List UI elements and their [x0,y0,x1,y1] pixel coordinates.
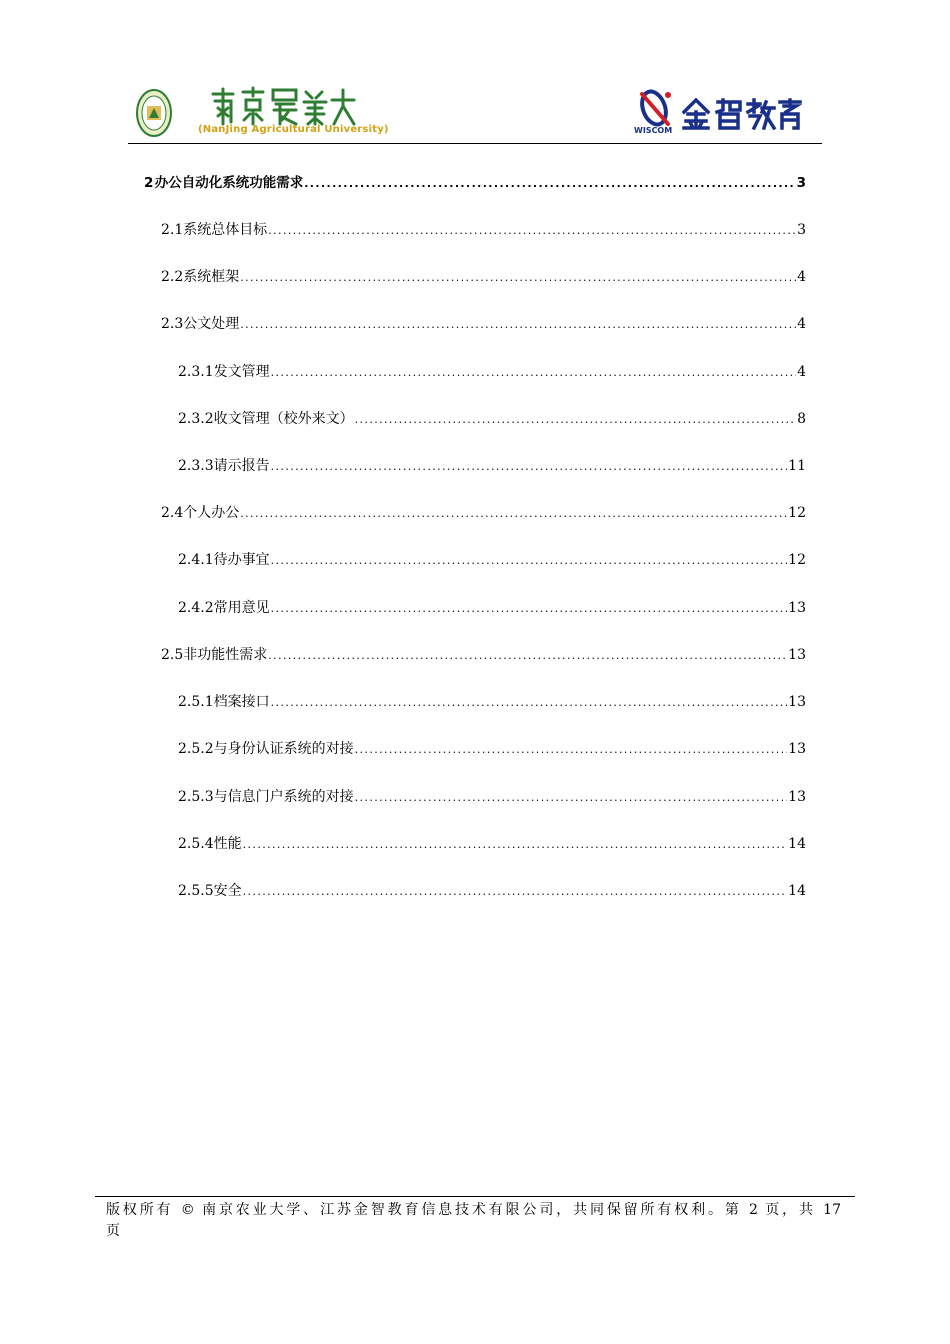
toc-title: 安全 [213,883,242,899]
toc-title: 待办事宜 [213,552,270,568]
toc-leader [271,366,796,379]
toc-number: 2.5.3 [178,789,214,805]
toc-entry[interactable] [178,691,806,711]
toc-leader [271,696,788,709]
toc-leader [243,838,788,851]
toc-number: 2.4.1 [178,552,214,568]
page-header [128,84,822,144]
copyright-footer: 版权所有 © 南京农业大学、江苏金智教育信息技术有限公司，共同保留所有权利。第 2 页，共 17 [106,1202,841,1218]
toc-number: 2 [144,175,154,191]
toc-title: 非功能性需求 [183,647,268,663]
toc-entry[interactable] [161,266,806,286]
toc-leader [240,318,796,331]
toc-page-number: 8 [797,411,806,427]
toc-number: 2.3 [161,316,184,332]
toc-page-number: 13 [788,694,806,710]
toc-page-number: 3 [796,175,806,191]
toc-page-number: 12 [788,505,806,521]
toc-title: 与信息门户系统的对接 [213,789,354,805]
toc-number: 2.5.1 [178,694,214,710]
copyright-footer-wrap: 页 [106,1223,120,1239]
toc-title: 公文处理 [183,316,240,332]
toc-entry[interactable] [144,171,806,191]
toc-leader [355,791,788,804]
toc-leader [240,271,796,284]
toc-number: 2.3.1 [178,364,214,380]
toc-page-number: 13 [788,789,806,805]
toc-number: 2.3.2 [178,411,214,427]
toc-title: 系统总体目标 [183,222,268,238]
toc-entry[interactable] [178,455,806,475]
toc-leader [243,885,788,898]
toc-page-number: 14 [788,883,806,899]
toc-entry[interactable] [178,880,806,900]
university-name-logo [208,86,358,126]
toc-leader [355,743,788,756]
toc-leader [240,507,787,520]
university-seal-logo [136,88,172,138]
toc-entry[interactable] [161,502,806,522]
toc-number: 2.4 [161,505,184,521]
toc-leader [304,177,795,190]
footer-rule [95,1196,855,1197]
toc-entry[interactable] [178,549,806,569]
toc-number: 2.4.2 [178,600,214,616]
header-rule [128,143,822,144]
toc-title: 请示报告 [213,458,270,474]
toc-number: 2.5.5 [178,883,214,899]
toc-title: 个人办公 [183,505,240,521]
toc-page-number: 14 [788,836,806,852]
toc-entry[interactable] [161,313,806,333]
toc-number: 2.2 [161,269,184,285]
toc-title: 办公自动化系统功能需求 [154,175,304,191]
toc-number: 2.5 [161,647,184,663]
toc-leader [271,460,788,473]
toc-page-number: 13 [788,600,806,616]
toc-entry[interactable] [178,361,806,381]
wiscom-logo-icon [634,88,680,130]
toc-entry[interactable] [178,738,806,758]
toc-entry[interactable] [178,597,806,617]
toc-page-number: 13 [788,647,806,663]
company-name-logo [682,98,802,130]
toc-title: 档案接口 [213,694,270,710]
wiscom-logo-text: WISCOM [634,126,673,135]
toc-number: 2.1 [161,222,184,238]
toc-entry[interactable] [178,833,806,853]
toc-leader [355,413,796,426]
toc-leader [271,602,788,615]
toc-title: 性能 [213,836,242,852]
toc-entry[interactable] [178,408,806,428]
toc-title: 系统框架 [183,269,240,285]
toc-number: 2.3.3 [178,458,214,474]
toc-leader [271,554,788,567]
toc-entry[interactable] [178,786,806,806]
toc-page-number: 13 [788,741,806,757]
toc-title: 常用意见 [213,600,270,616]
toc-leader [268,224,796,237]
toc-page-number: 4 [797,316,806,332]
toc-leader [268,649,787,662]
toc-number: 2.5.2 [178,741,214,757]
toc-title: 发文管理 [213,364,270,380]
toc-title: 与身份认证系统的对接 [213,741,354,757]
university-name-english: (NanJing Agricultural University) [198,124,389,135]
toc-page-number: 4 [797,269,806,285]
toc-page-number: 12 [788,552,806,568]
toc-page-number: 4 [797,364,806,380]
toc-entry[interactable] [161,644,806,664]
toc-entry[interactable] [161,219,806,239]
toc-page-number: 11 [788,458,806,474]
toc-number: 2.5.4 [178,836,214,852]
toc-title: 收文管理（校外来文） [213,411,354,427]
toc-page-number: 3 [797,222,806,238]
